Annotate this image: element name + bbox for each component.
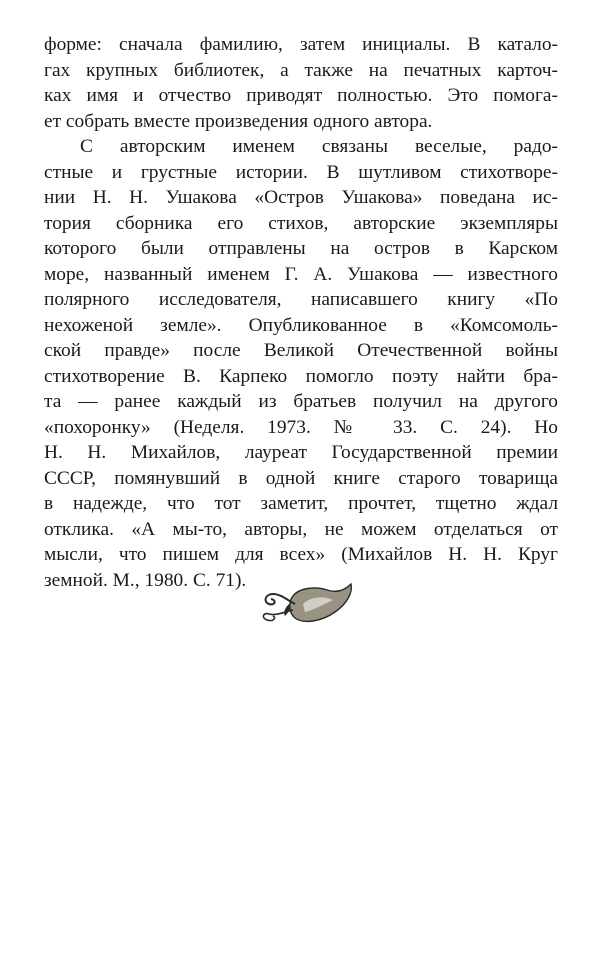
- paragraph-1: [44, 32, 558, 134]
- text-line: форме: сначала фамилию, затем инициалы. В катало-: [44, 34, 558, 55]
- text-line: нехоженой земле». Опубликованное в «Комсомоль-: [44, 314, 558, 336]
- pepper-leaf: [284, 604, 290, 616]
- pepper-tendril: [263, 610, 293, 621]
- text-line: в надежде, что тот заметит, прочтет, тщетно ждал: [44, 493, 558, 514]
- text-line: стные и грустные истории. В шутливом стихотворе-: [44, 161, 558, 183]
- text-line: тория сборника его стихов, авторские экземпляры: [44, 212, 558, 234]
- text-line: стихотворение В. Карпеко помогло поэту найти бра-: [44, 365, 558, 387]
- text-line: СССР, помянувший в одной книге старого товарища: [44, 467, 558, 489]
- text-line: ет собрать вместе произведения одного автора.: [44, 110, 433, 132]
- paragraph-2: [44, 134, 558, 593]
- text-line: земной. М., 1980. С. 71).: [44, 569, 247, 591]
- text-line: «похоронку» (Неделя. 1973. № 33. С. 24). Но: [44, 416, 558, 438]
- text-line: полярного исследователя, написавшего книгу «По: [44, 289, 558, 310]
- text-line: мысли, что пишем для всех» (Михайлов Н. Н. Круг: [44, 544, 558, 565]
- text-line: гах крупных библиотек, а также на печатных карточ-: [44, 59, 558, 81]
- page-text: [44, 32, 558, 593]
- text-line: море, названный именем Г. А. Ушакова — известного: [44, 263, 558, 285]
- text-line: отклика. «А мы-то, авторы, не можем отделаться от: [44, 518, 558, 540]
- text-line: которого были отправлены на остров в Карском: [44, 238, 558, 259]
- pepper-ornament-icon: [255, 582, 355, 628]
- text-line: ской правде» после Великой Отечественной войны: [44, 340, 558, 361]
- text-line: Н. Н. Михайлов, лауреат Государственной премии: [44, 442, 558, 463]
- text-line: та — ранее каждый из братьев получил на другого: [44, 391, 558, 412]
- text-line: ках имя и отчество приводят полностью. Это помога-: [44, 85, 558, 106]
- text-line: нии Н. Н. Ушакова «Остров Ушакова» поведана ис-: [44, 187, 558, 208]
- text-line: С авторским именем связаны веселые, радо-: [80, 136, 558, 157]
